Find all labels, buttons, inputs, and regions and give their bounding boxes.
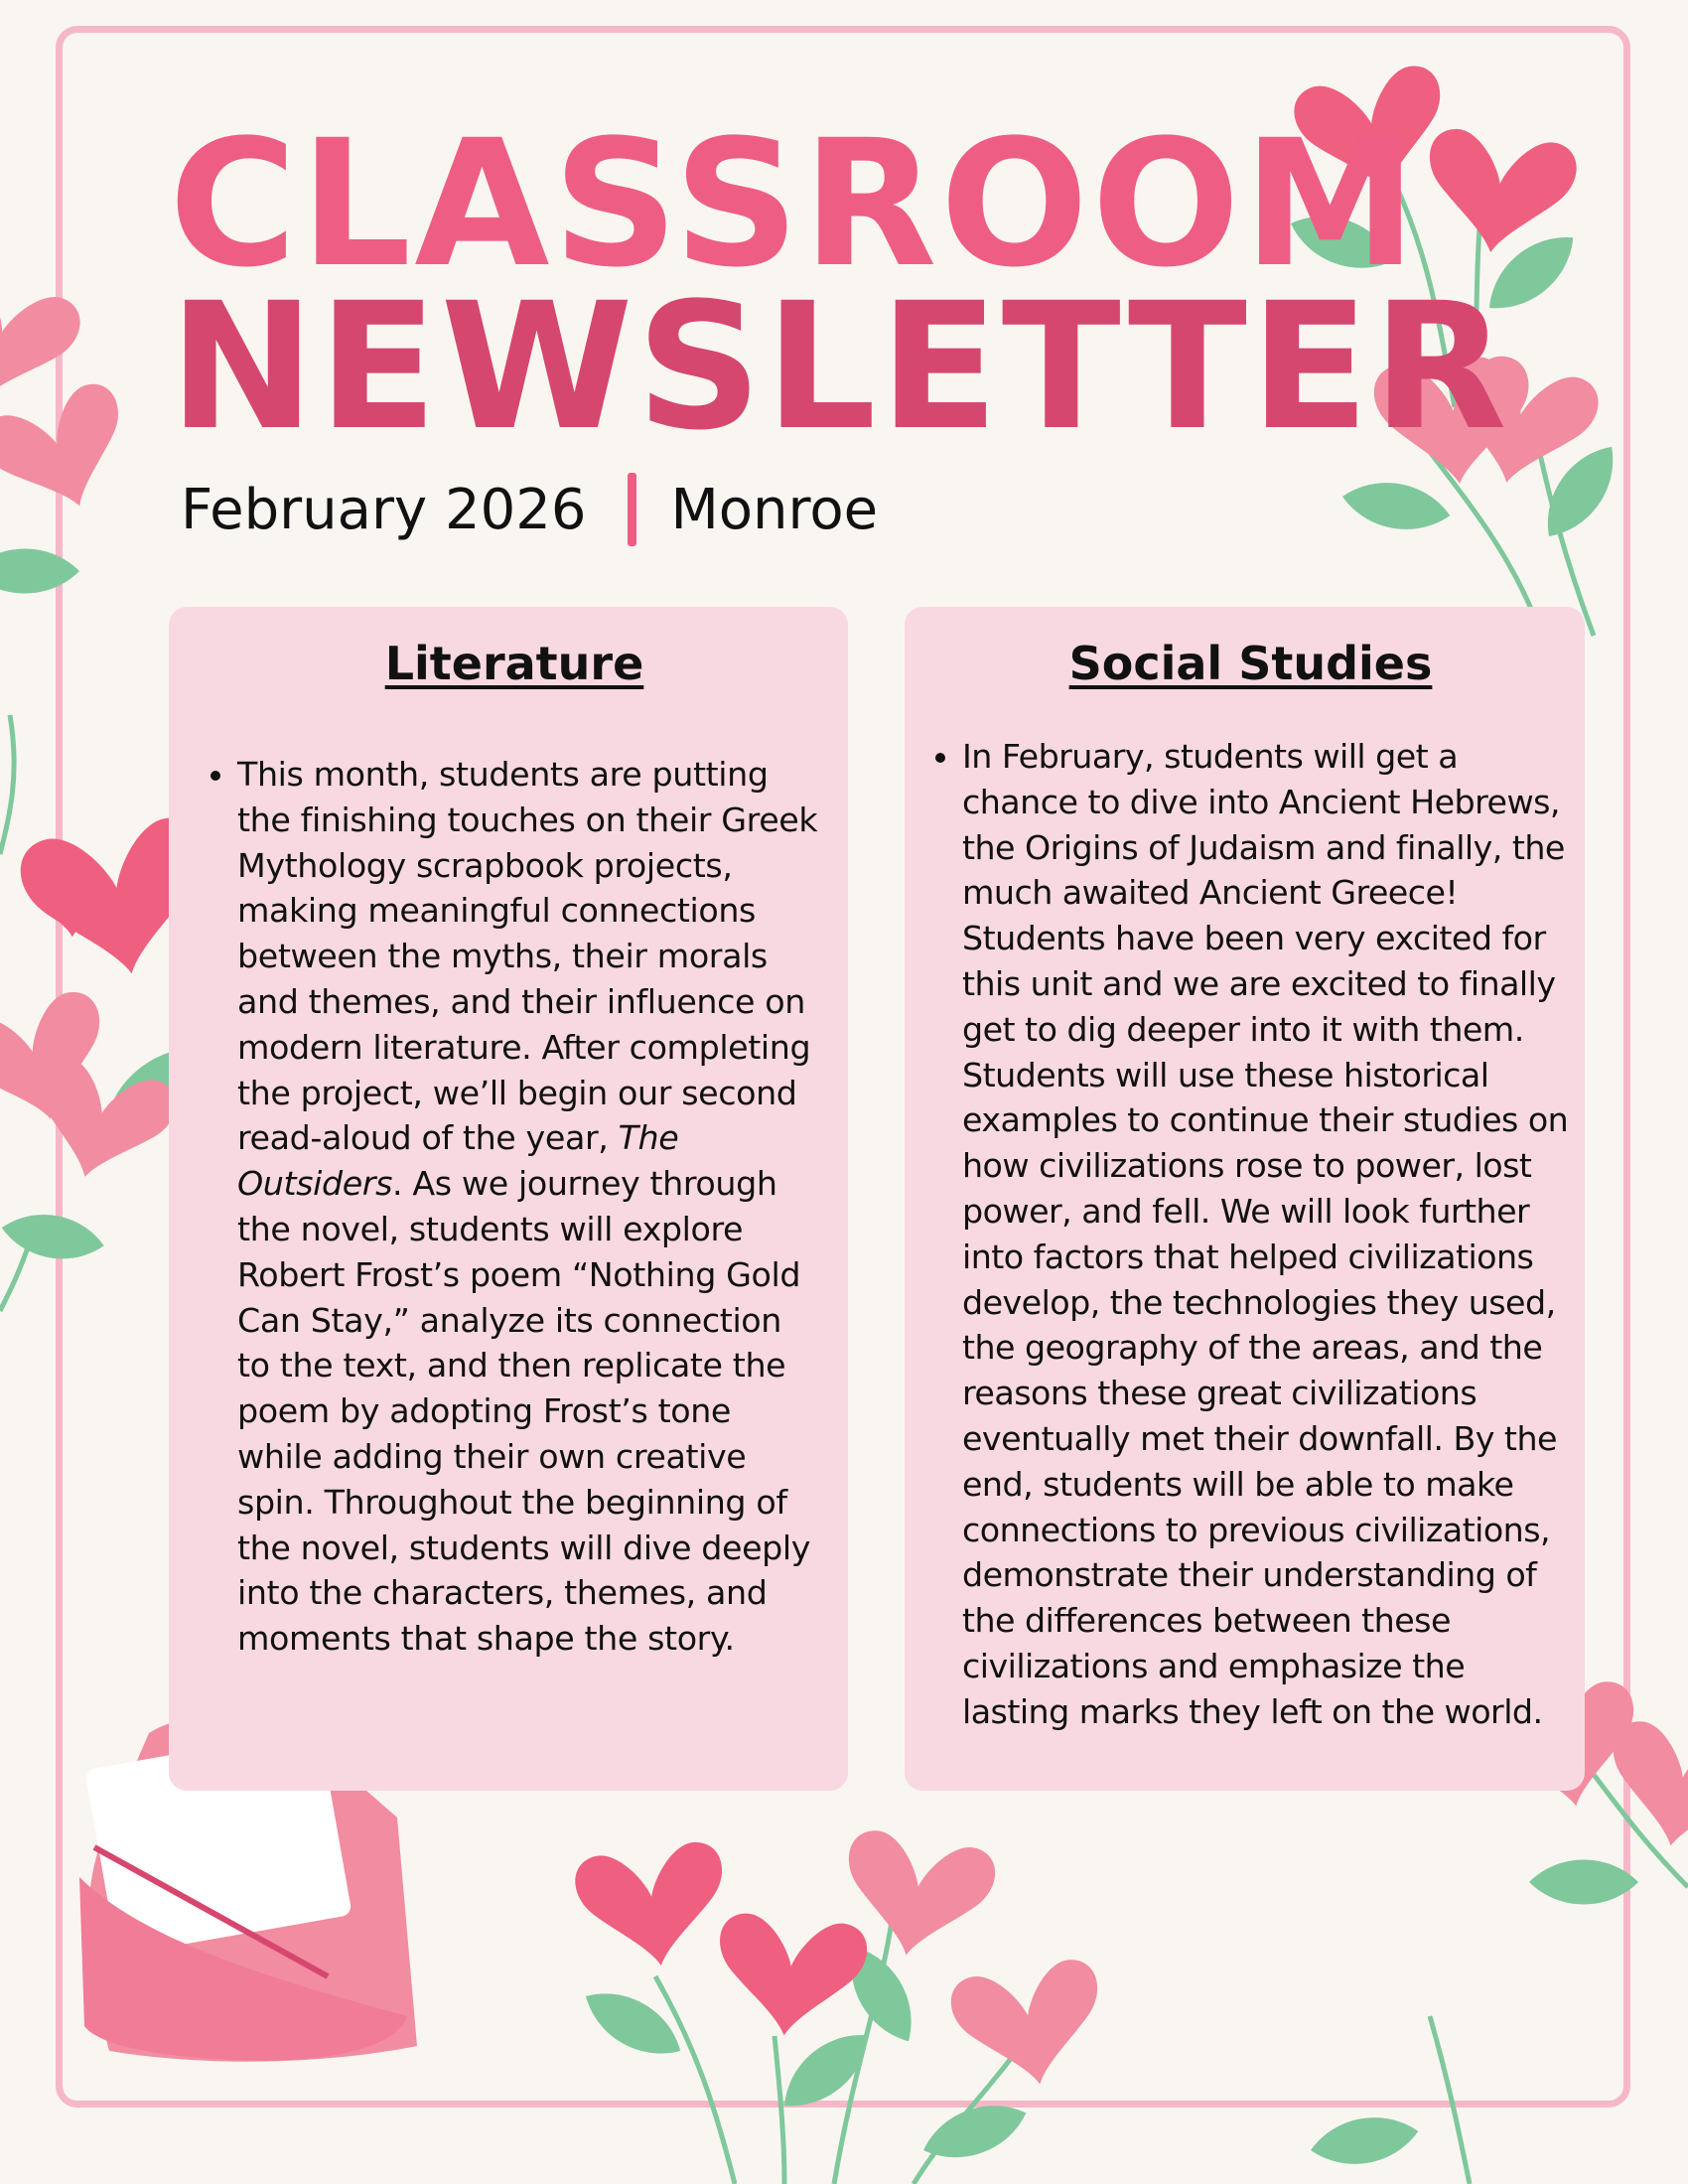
leaf-icon bbox=[0, 549, 79, 594]
social-studies-bullet: • In February, students will get a chance to dive into Ancient Hebrews, the Origins of Judaism and finally, the much awaited Ancient Greece! Students have been very excited for this unit and we are excited to finally get to dig deeper into it with them. Students will use these historical examples to continue their studies on how civilizations rose to power, lost power, and fell. We will look further into factors that helped civilizations develop, the technologies they used, the geography of the areas, and the reasons these great civilizations eventually met their downfall. By the end, students will be able to make connections to previous civilizations, demonstrate their understanding of the differences between these civilizations and emphasize the lasting marks they left on the world. bbox=[962, 734, 1577, 1735]
bottom-flowers bbox=[572, 1826, 1113, 2184]
literature-bullet bbox=[237, 752, 822, 1662]
leaf-icon bbox=[1338, 475, 1454, 537]
heart-icon bbox=[711, 1911, 870, 2043]
leaf-icon bbox=[575, 1977, 692, 2071]
literature-text-part2: . As we journey through the novel, students will explore Robert Frost’s poem “Nothing Gold Can Stay,” analyze its connection to the text, and then replicate the poem by adopting Frost’s tone while adding their own creative spin. Throughout the beginning of the novel, students will dive deeply into the characters, themes, and moments that shape the story. bbox=[237, 1164, 811, 1659]
heart-icon bbox=[947, 1956, 1113, 2097]
heart-icon bbox=[572, 1838, 735, 1975]
leaf-icon bbox=[1307, 2110, 1422, 2172]
leaf-icon bbox=[0, 1207, 107, 1266]
heart-icon bbox=[0, 377, 146, 530]
literature-list bbox=[207, 752, 822, 1662]
teacher-name: Monroe bbox=[670, 477, 879, 542]
issue-date: February 2026 bbox=[181, 477, 587, 542]
leaf-icon bbox=[1529, 1860, 1638, 1905]
title-line-1: CLASSROOM bbox=[169, 102, 1421, 306]
literature-heading: Literature bbox=[384, 637, 644, 690]
divider-bar bbox=[628, 473, 636, 546]
issue-info bbox=[181, 473, 878, 546]
social-studies-list bbox=[924, 734, 1577, 1735]
social-studies-heading: Social Studies bbox=[1068, 637, 1433, 690]
book-title: The Outsiders bbox=[237, 1118, 679, 1204]
title-line-2: NEWSLETTER bbox=[169, 265, 1510, 469]
social-studies-panel bbox=[905, 607, 1585, 1791]
literature-text-part1: This month, students are putting the finishing touches on their Greek Mythology scrapbook projects, making meaningful connections between the myths, their morals and themes, and their influence on modern literature. After completing the project, we’ll begin our second read-aloud of the year, bbox=[237, 755, 818, 1158]
literature-panel bbox=[169, 607, 848, 1791]
